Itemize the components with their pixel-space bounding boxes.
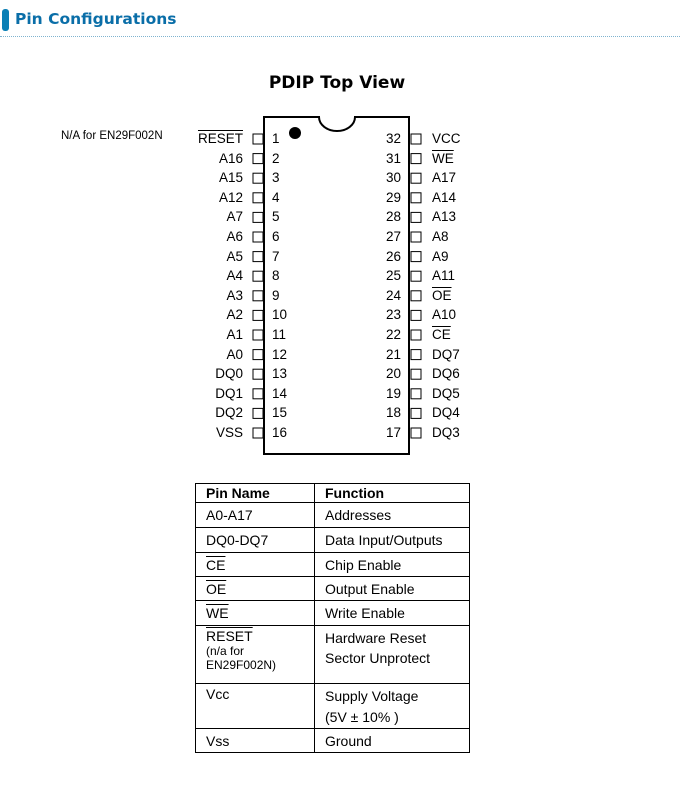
right-pin-box [411, 369, 421, 379]
table-row [196, 553, 470, 577]
right-pin-label: DQ3 [432, 425, 460, 440]
right-pin-box [411, 173, 421, 183]
left-pin-box [253, 154, 263, 164]
pin-name-cell: Vcc [196, 684, 315, 729]
function-line: Sector Unprotect [325, 650, 431, 666]
table-header-row [196, 484, 470, 503]
left-pin-box [253, 212, 263, 222]
left-pin-label: VSS [215, 425, 243, 440]
right-pin-box [411, 212, 421, 222]
left-pin-number: 3 [272, 170, 280, 186]
pin-name-text: RESET [206, 628, 253, 644]
right-pin-box [411, 134, 421, 144]
left-pin-number: 1 [272, 131, 280, 146]
pin-name-cell [196, 553, 315, 577]
right-pin-box [411, 271, 421, 281]
left-pin-number: 5 [272, 209, 280, 225]
right-pin-label: A8 [432, 229, 449, 244]
right-pin-number: 27 [385, 229, 401, 244]
function-cell: Chip Enable [315, 553, 470, 577]
table-row [196, 684, 470, 729]
reset-note: N/A for EN29F002N [61, 130, 163, 142]
right-pin-box [411, 330, 421, 340]
table-header-function: Function [315, 484, 470, 503]
left-pin-box [253, 310, 263, 320]
pin1-marker [289, 127, 301, 139]
left-pin-box [253, 252, 263, 262]
function-cell: Addresses [315, 503, 470, 528]
right-pin-number: 21 [385, 346, 401, 362]
pin-name-cell: A0-A17 [196, 503, 315, 528]
left-pin-number: 2 [272, 150, 280, 166]
left-pin-box [253, 369, 263, 379]
table-row [196, 528, 470, 553]
left-pin-box [253, 408, 263, 418]
left-pin-box [253, 330, 263, 340]
left-pin-label: A3 [226, 287, 243, 303]
right-pin-label: $\overline{CE}$ [432, 327, 451, 342]
chip-body [264, 117, 409, 454]
table-row [196, 729, 470, 753]
function-line: (5V ± 10% ) [325, 709, 399, 725]
left-pin-number: 13 [272, 366, 288, 382]
right-pin-label: A10 [432, 307, 457, 323]
pin-name-cell [196, 626, 315, 684]
pin-name-cell [196, 601, 315, 626]
left-pin-label: A15 [218, 170, 243, 186]
right-pin-label: $\overline{WE}$ [432, 150, 454, 166]
right-pin-box [411, 291, 421, 301]
function-line: Supply Voltage [325, 688, 419, 704]
table-row [196, 503, 470, 528]
left-pin-label: A0 [226, 346, 243, 362]
right-pin-box [411, 232, 421, 242]
right-pin-number: 32 [385, 131, 401, 146]
right-pin-number: 22 [385, 327, 401, 342]
right-pin-label: A13 [432, 209, 457, 225]
section-title: Pin Configurations [15, 10, 177, 28]
function-cell [315, 684, 470, 729]
right-pin-number: 29 [385, 189, 401, 205]
left-pin-label: DQ0 [215, 366, 243, 382]
left-pin-number: 16 [272, 425, 288, 440]
left-pin-box [253, 350, 263, 360]
right-pin-number: 26 [385, 248, 401, 264]
left-pin-box [253, 291, 263, 301]
pin-name-text: $\overline{OE}$ [206, 580, 227, 597]
left-pin-label: A7 [226, 209, 243, 225]
right-pin-number: 24 [385, 287, 401, 303]
right-pin-box [411, 193, 421, 203]
right-pin-label: DQ7 [432, 346, 460, 362]
left-pin-label: A5 [226, 248, 243, 264]
right-pin-label: DQ4 [432, 405, 460, 421]
right-pin-number: 31 [385, 150, 401, 166]
function-cell: Write Enable [315, 601, 470, 626]
right-pin-label: $\overline{OE}$ [432, 287, 452, 303]
left-pin-box [253, 173, 263, 183]
pin-name-cell: DQ0-DQ7 [196, 528, 315, 553]
right-pin-label: A14 [432, 189, 457, 205]
right-pin-number: 25 [385, 268, 401, 284]
function-cell: Data Input/Outputs [315, 528, 470, 553]
left-pin-label: A6 [226, 229, 243, 244]
left-pin-number: 10 [272, 307, 288, 323]
pin-name-cell: Vss [196, 729, 315, 753]
right-pin-number: 23 [385, 307, 401, 323]
left-pin-number: 9 [272, 287, 280, 303]
left-pin-number: 8 [272, 268, 280, 284]
left-pin-label: DQ1 [215, 385, 243, 401]
table-row [196, 601, 470, 626]
right-pin-box [411, 154, 421, 164]
left-pin-number: 4 [272, 189, 280, 205]
right-pin-number: 20 [385, 366, 401, 382]
function-cell: Output Enable [315, 577, 470, 601]
left-pin-box [253, 271, 263, 281]
right-pin-label: VCC [432, 131, 461, 146]
table-header-pin-name: Pin Name [196, 484, 315, 503]
right-pin-number: 30 [385, 170, 401, 186]
left-pin-label: A16 [218, 150, 243, 166]
right-pin-number: 19 [385, 385, 401, 401]
right-pin-box [411, 310, 421, 320]
left-pin-number: 7 [272, 248, 280, 264]
right-pin-label: DQ6 [432, 366, 460, 382]
right-pin-label: A11 [432, 268, 456, 284]
left-pin-label: A12 [218, 189, 243, 205]
left-pin-number: 6 [272, 229, 280, 244]
left-pin-label: A1 [226, 327, 243, 342]
left-pin-label: DQ2 [215, 405, 243, 421]
left-pin-label: A4 [226, 268, 243, 284]
pin-name-text: $\overline{CE}$ [206, 556, 226, 573]
right-pin-box [411, 350, 421, 360]
right-pin-number: 28 [385, 209, 401, 225]
pin-name-text: $\overline{WE}$ [206, 605, 229, 621]
left-pin-label: A2 [226, 307, 243, 323]
left-pin-number: 12 [272, 346, 288, 362]
function-cell [315, 626, 470, 684]
left-pin-label: RESET [197, 131, 243, 146]
right-pin-label: A9 [432, 248, 449, 264]
pin-function-table [195, 483, 470, 753]
right-pin-box [411, 408, 421, 418]
diagram-title: PDIP Top View [268, 73, 406, 93]
left-pin-number: 15 [272, 405, 288, 421]
pin-name-note: (n/a for EN29F002N) [206, 644, 277, 672]
right-pin-label: A17 [432, 170, 457, 186]
table-row [196, 626, 470, 684]
left-pin-number: 14 [272, 385, 288, 401]
function-cell: Ground [315, 729, 470, 753]
pin-name-cell [196, 577, 315, 601]
right-pin-box [411, 252, 421, 262]
right-pin-box [411, 389, 421, 399]
right-pin-box [411, 428, 421, 438]
left-pin-number: 11 [272, 327, 287, 342]
right-pin-number: 18 [385, 405, 401, 421]
left-pin-box [253, 134, 263, 144]
table-row [196, 577, 470, 601]
right-pin-number: 17 [385, 425, 401, 440]
left-pin-box [253, 193, 263, 203]
function-line: Hardware Reset [325, 630, 427, 646]
left-pin-box [253, 428, 263, 438]
left-pin-box [253, 232, 263, 242]
left-pin-box [253, 389, 263, 399]
right-pin-label: DQ5 [432, 385, 460, 401]
